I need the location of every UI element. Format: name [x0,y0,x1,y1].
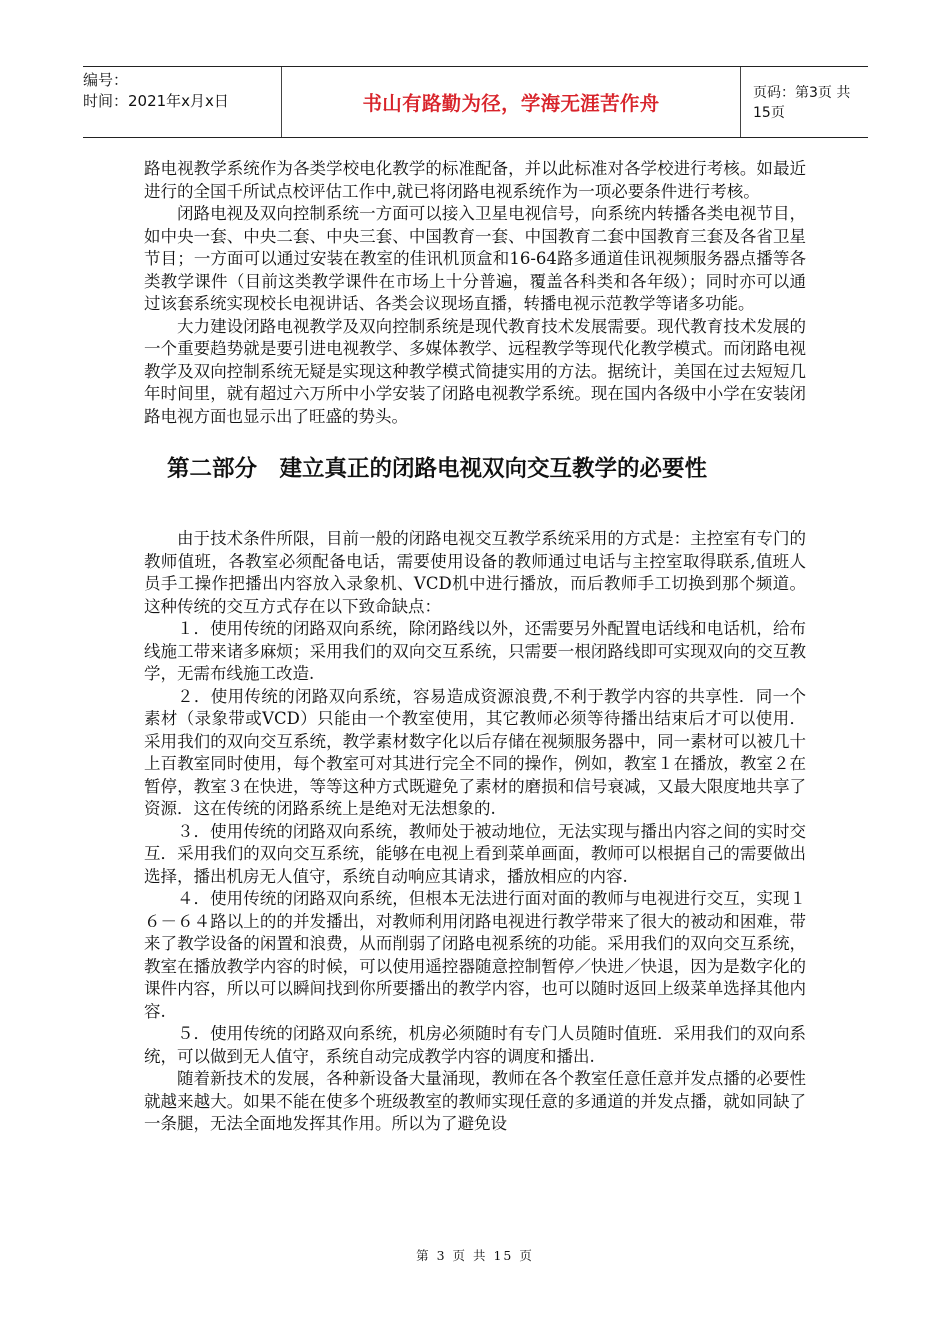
body-paragraph-point-1: １．使用传统的闭路双向系统，除闭路线以外，还需要另外配置电话线和电话机，给布线施工带来诸多麻烦；采用我们的双向交互系统，只需要一根闭路线即可实现双向的交互教学，无需布线施工改造. [144,619,806,683]
header-page-info: 页码：第3页 共15页 [753,85,851,121]
intro-paragraph-3: 大力建设闭路电视教学及双向控制系统是现代教育技术发展需要。现代教育技术发展的一个重要趋势就是要引进电视教学、多媒体教学、远程教学等现代化教学模式。而闭路电视教学及双向控制系统无疑是实现这种教学模式简捷实用的方法。据统计，美国在过去短短几年时间里，就有超过六万所中小学安装了闭路电视教学系统。现在国内各级中小学在安装闭路电视方面也显示出了旺盛的势头。 [144,316,806,426]
page-header [83,66,868,138]
body-paragraph-conclusion: 随着新技术的发展，各种新设备大量涌现，教师在各个教室任意任意并发点播的必要性就越来越大。如果不能在使多个班级教室的教师实现任意的多通道的并发点播，就如同缺了一条腿，无法全面地发挥其作用。所以为了避免设 [144,1069,806,1133]
intro-paragraph-1: 路电视教学系统作为各类学校电化教学的标准配备，并以此标准对各学校进行考核。如最近进行的全国千所试点校评估工作中,就已将闭路电视系统作为一项必要条件进行考核。 [144,159,806,201]
body-paragraph-intro: 由于技术条件所限，目前一般的闭路电视交互教学系统采用的方式是：主控室有专门的教师值班，各教室必须配备电话，需要使用设备的教师通过电话与主控室取得联系,值班人员手工操作把播出内容放入录象机、VCD机中进行播放，而后教师手工切换到那个频道。这种传统的交互方式存在以下致命缺点： [144,529,806,616]
body-paragraph-point-2: ２．使用传统的闭路双向系统，容易造成资源浪费,不利于教学内容的共享性．同一个素材（录象带或VCD）只能由一个教室使用，其它教师必须等待播出结束后才可以使用．采用我们的双向交互系统，教学素材数字化以后存储在视频服务器中，同一素材可以被几十上百教室同时使用，每个教室可对其进行完全不同的操作，例如，教室１在播放，教室２在暂停，教室３在快进，等等这种方式既避免了素材的磨损和信号衰减，又最大限度地共享了资源．这在传统的闭路系统上是绝对无法想象的. [144,686,806,818]
intro-paragraph-2: 闭路电视及双向控制系统一方面可以接入卫星电视信号，向系统内转播各类电视节目，如中央一套、中央二套、中央三套、中国教育一套、中国教育二套中国教育三套及各省卫星节目；一方面可以通过安装在教室的佳讯机顶盒和16-64路多通道佳讯视频服务器点播等各类教学课件（目前这类教学课件在市场上十分普遍，覆盖各科类和各年级）；同时亦可以通过该套系统实现校长电视讲话、各类会议现场直播，转播电视示范教学等诸多功能。 [144,204,806,313]
body-paragraph-point-4: ４．使用传统的闭路双向系统，但根本无法进行面对面的教师与电视进行交互，实现１６－６４路以上的的并发播出，对教师利用闭路电视进行教学带来了很大的被动和困难，带来了教学设备的闲置和浪费，从而削弱了闭路电视系统的功能。采用我们的双向交互系统，教室在播放教学内容的时候，可以使用遥控器随意控制暂停／快进／快退，因为是数字化的课件内容，所以可以瞬间找到你所要播出的教学内容，也可以随时返回上级菜单选择其他内容. [144,889,806,1021]
header-motto: 书山有路勤为径，学海无涯苦作舟 [281,67,741,137]
body-paragraph-point-3: ３．使用传统的闭路双向系统，教师处于被动地位，无法实现与播出内容之间的实时交互．采用我们的双向交互系统，能够在电视上看到菜单画面，教师可以根据自己的需要做出选择，播出机房无人值守，系统自动响应其请求，播放相应的内容. [144,821,806,886]
page-footer: 第 3 页 共 15 页 [416,1248,534,1263]
body-paragraph-point-5: ５．使用传统的闭路双向系统，机房必须随时有专门人员随时值班．采用我们的双向系统，可以做到无人值守，系统自动完成教学内容的调度和播出. [144,1024,806,1066]
header-number-label: 编号： [83,71,129,89]
header-time-label: 时间：2021年x月x日 [83,92,229,110]
header-meta [83,70,283,112]
document-body [144,158,806,1136]
section-title: 第二部分 建立真正的闭路电视双向交互教学的必要性 [167,456,708,482]
